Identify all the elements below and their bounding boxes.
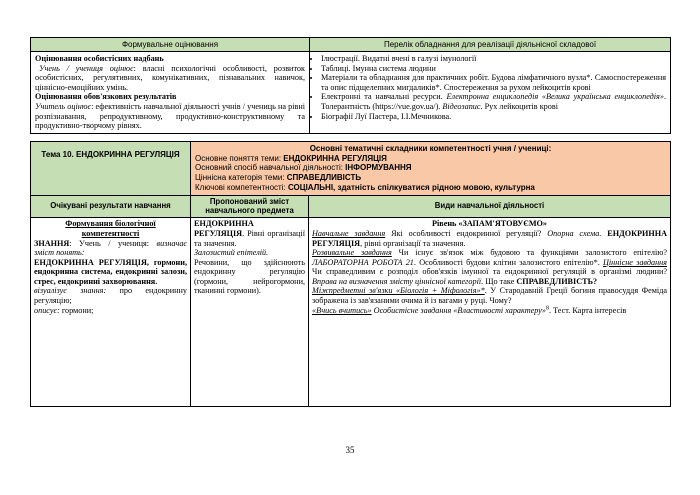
page-number: 35 bbox=[345, 445, 355, 455]
proposed-content-header: Пропонований зміст навчального предмета bbox=[191, 195, 309, 218]
equipment-header: Перелік обладнання для реалізації діяльнісної складової bbox=[310, 38, 671, 52]
mandatory-results-heading: Оцінювання обов'язкових результатів bbox=[35, 92, 177, 102]
competence-components bbox=[191, 141, 671, 195]
describes-line: описує: гормони; bbox=[34, 305, 94, 315]
equipment-item: • Електронні та навчальні ресурси. Електронна енциклопедія «Велика українська енциклопедія». Толерантність (https://vue.gov.ua/). Відеозапис. Рух лейкоцитів крові bbox=[321, 92, 666, 111]
expected-results-cell bbox=[31, 218, 191, 407]
page-content bbox=[30, 37, 670, 407]
glandular-epithelium: Залозистий епітелій. bbox=[194, 248, 269, 258]
equipment-item: • Таблиці. Імунна система людини bbox=[321, 64, 666, 74]
activity-interdisciplinary: Міжпредметні зв'язки «Біологія + Міфологія»*. У Стародавній Греції богиня правосуддя Феміда зображена із зав'язаними очима й із вагами у руці. Чому? bbox=[312, 286, 668, 306]
equipment-list bbox=[312, 54, 666, 121]
competence-line: Ціннісна категорія теми: СПРАВЕДЛИВІСТЬ bbox=[195, 173, 362, 183]
equipment-item: • Ілюстрації. Видатні вчені в галузі імунології bbox=[321, 54, 666, 64]
visualizes-line: візуалізує знання: про ендокринну регуляцію; bbox=[34, 286, 188, 306]
equipment-cell bbox=[310, 52, 671, 134]
concepts-list: ЕНДОКРИННА РЕГУЛЯЦІЯ, гормони, ендокринна система, ендокринні залози, стрес, ендокринні захворювання. bbox=[34, 257, 187, 286]
content-title: ЕНДОКРИННА РЕГУЛЯЦІЯ. Рівні організації та значення. bbox=[194, 219, 305, 248]
mandatory-results-text: Учитель оцінює: ефективність навчальної діяльності учнів / учениць на рівні розпізнавання, репродуктивному, продуктивно-конструктивному та продуктивно-творчому рівнях. bbox=[35, 101, 305, 131]
activity-developing-task: Розвивальне завдання Чи існує зв'язок між будовою та функціями залозистого епітелію? ЛАБОРАТОРНА РОБОТА 21. Особливості будови клітин залозистого епітелію*. Ціннісне завдання Чи справедливим є розподіл обов'язків імунної та ендокринної регуляцій в організмі людини? Вправа на визначення змісту ціннісної категорії. Що таке СПРАВЕДЛИВІСТЬ? bbox=[312, 248, 668, 286]
competence-title: Основні тематичні складники компетентності учня / учениці: bbox=[309, 143, 552, 153]
results-title: Формування біологічної компетентності bbox=[65, 219, 156, 238]
personal-assessment-text: Учень / учениця оцінює: власні психологічні особливості, розвиток особистісних, регулятивних, комунікативних, пізнавальних навичок, ціннісно-емоційних умінь. bbox=[35, 63, 305, 92]
equipment-item: • Біографії Луї Пастера, І.І.Мечникова. bbox=[321, 112, 666, 122]
competence-line: Основний спосіб навчальної діяльності: ІНФОРМУВАННЯ bbox=[195, 163, 412, 173]
formative-assessment-header: Формувальне оцінювання bbox=[31, 38, 310, 52]
expected-results-header: Очікувані результати навчання bbox=[31, 195, 191, 218]
competence-line: Ключові компетентності: СОЦІАЛЬНІ, здатність спілкуватися рідною мовою, культурна bbox=[195, 182, 535, 192]
activities-cell bbox=[309, 218, 671, 407]
proposed-content-cell bbox=[191, 218, 309, 407]
equipment-item: • Матеріали та обладнання для практичних робіт. Будова лімфатичного вузла*. Самоспостереження та опис підщелепних мигдаликів*. Спостереження за рухом лейкоцитів крові bbox=[321, 73, 666, 92]
assessment-table bbox=[30, 37, 671, 134]
activity-learning-task: Навчальне завдання Які особливості ендокринної регуляції? Опорна схема. ЕНДОКРИННА РЕГУЛЯЦІЯ, рівні організації та значення. bbox=[312, 228, 668, 248]
activity-level: Рівень «ЗАПАМ'ЯТОВУЄМО» bbox=[432, 219, 548, 229]
competence-line: Основне поняття теми: ЕНДОКРИННА РЕГУЛЯЦІЯ bbox=[195, 153, 387, 163]
topic-table bbox=[30, 141, 671, 408]
topic-title: Тема 10. ЕНДОКРИННА РЕГУЛЯЦІЯ bbox=[31, 141, 191, 195]
knowledge-line: ЗНАННЯ: Учень / учениця: визначає зміст понять: bbox=[34, 238, 187, 258]
assessment-cell bbox=[31, 52, 310, 134]
activities-header: Види навчальної діяльності bbox=[309, 195, 671, 218]
activity-learn-to-learn: «Вчись вчитись» Особистісне завдання «Властивості характеру»$^8$. Тест. Карта інтересів bbox=[312, 304, 627, 315]
content-text: Речовини, що здійснюють ендокринну регуляцію (гормони, нейрогормони, тканинні гормони). bbox=[194, 257, 305, 296]
personal-assessment-heading: Оцінювання особистісних надбань bbox=[35, 54, 164, 63]
